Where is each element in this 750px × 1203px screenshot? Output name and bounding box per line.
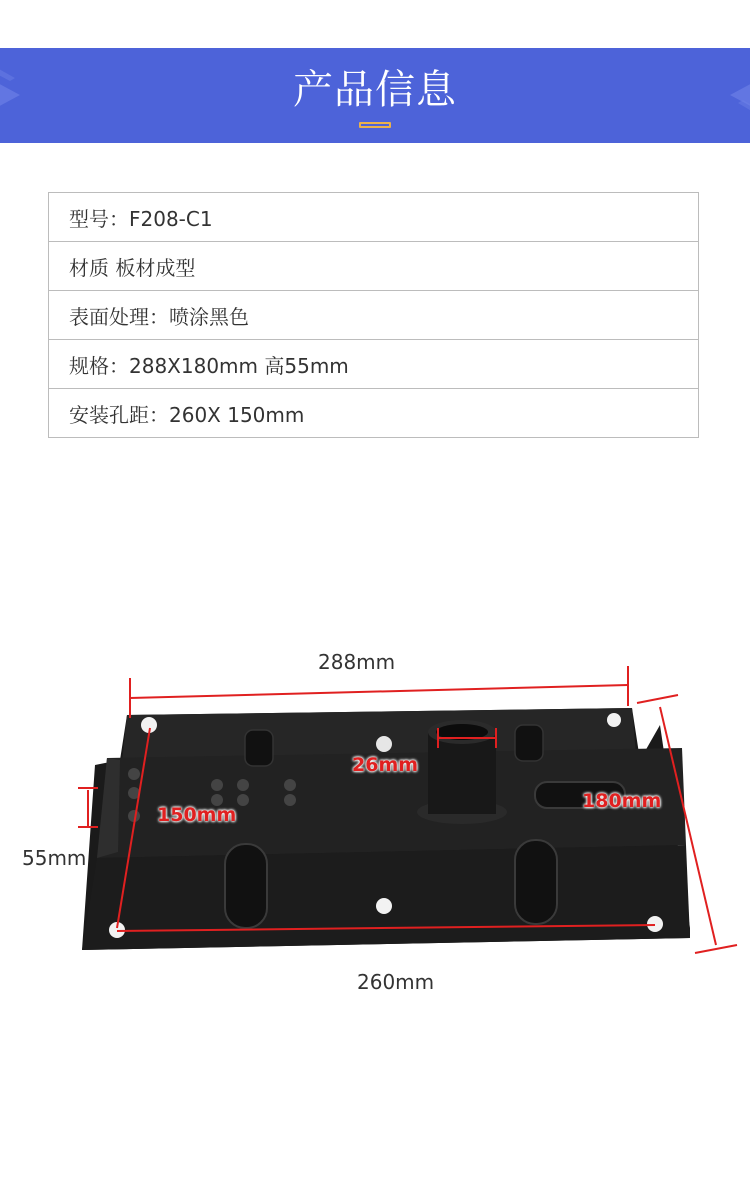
dimension-pipe-diameter: 26mm [352, 754, 419, 776]
spec-row-size: 规格：288X180mm 高55mm [49, 339, 698, 388]
mounting-plate-image [0, 620, 750, 1020]
title-underline [359, 122, 391, 128]
spec-row-material: 材质 板材成型 [49, 241, 698, 290]
specs-table [48, 192, 699, 438]
spec-row-surface: 表面处理：喷涂黑色 [49, 290, 698, 339]
dimension-top-width: 288mm [318, 650, 396, 674]
spec-row-hole-spacing: 安装孔距：260X 150mm [49, 388, 698, 437]
dimension-hole-spacing-long: 260mm [357, 970, 435, 994]
spec-row-model: 型号：F208-C1 [69, 206, 213, 231]
section-title: 产品信息 [293, 67, 457, 113]
product-diagram [0, 620, 750, 1020]
dimension-hole-spacing-short: 150mm [157, 804, 237, 826]
section-banner [0, 48, 750, 143]
dimension-right-depth: 180mm [582, 790, 662, 812]
dimension-height: 55mm [22, 846, 87, 870]
